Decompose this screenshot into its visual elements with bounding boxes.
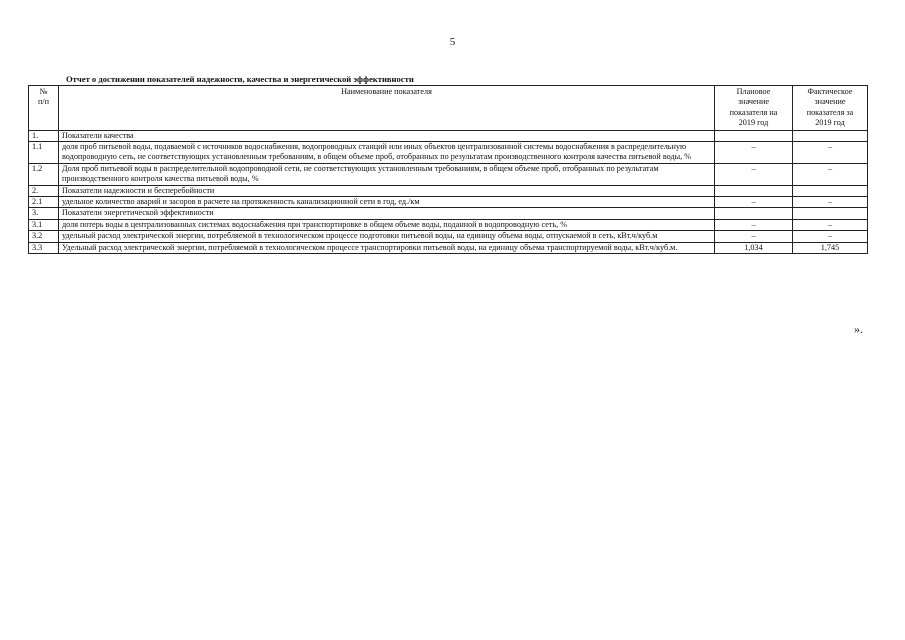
row-num: 2.	[29, 185, 59, 196]
row-num: 3.	[29, 208, 59, 219]
row-num: 3.1	[29, 219, 59, 230]
row-fact: –	[793, 231, 868, 242]
table-row	[29, 185, 868, 196]
table-row	[29, 231, 868, 242]
row-num: 2.1	[29, 197, 59, 208]
table-row	[29, 142, 868, 164]
row-fact	[793, 130, 868, 141]
row-fact: –	[793, 163, 868, 185]
indicators-table	[28, 85, 868, 254]
row-plan: –	[715, 163, 793, 185]
header-fact: Фактическое значение показателя за 2019 год	[793, 86, 868, 131]
header-num: № п/п	[29, 86, 59, 131]
row-plan: –	[715, 231, 793, 242]
row-plan: –	[715, 142, 793, 164]
row-num: 1.	[29, 130, 59, 141]
row-num: 1.1	[29, 142, 59, 164]
row-name: Показатели качества	[59, 130, 715, 141]
row-fact: –	[793, 219, 868, 230]
row-name: Доля проб питьевой воды в распределительной водопроводной сети, не соответствующих установленным требованиям, в общем объеме проб, отобранных по результатам производственного контроля качества питьевой воды, %	[59, 163, 715, 185]
row-plan: 1,034	[715, 242, 793, 253]
report-title: Отчет о достижении показателей надежности, качества и энергетической эффективности	[66, 74, 414, 84]
row-num: 3.3	[29, 242, 59, 253]
row-fact	[793, 208, 868, 219]
row-fact: 1,745	[793, 242, 868, 253]
row-fact: –	[793, 142, 868, 164]
table-row	[29, 163, 868, 185]
row-fact: –	[793, 197, 868, 208]
header-name: Наименование показателя	[59, 86, 715, 131]
row-name: доля потерь воды в централизованных системах водоснабжения при транспортировке в общем объеме воды, поданной в водопроводную сеть, %	[59, 219, 715, 230]
page-number: 5	[449, 36, 456, 48]
row-name: Удельный расход электрической энергии, потребляемой в технологическом процессе транспортировки питьевой воды, на единицу объема транспортируемой воды, кВт.ч/куб.м.	[59, 242, 715, 253]
table-row	[29, 219, 868, 230]
closing-quote-mark: ».	[854, 322, 863, 336]
header-plan: Плановое значение показателя на 2019 год	[715, 86, 793, 131]
row-name: доля проб питьевой воды, подаваемой с источников водоснабжения, водопроводных станций или иных объектов централизованной системы водоснабжения в распределительную водопроводную сеть, не соответствующих установленным требованиям, в общем объеме проб, отобранных по результатам производственного контроля качества питьевой воды, %	[59, 142, 715, 164]
table-row	[29, 242, 868, 253]
row-name: Показатели надежности и бесперебойности	[59, 185, 715, 196]
row-plan	[715, 208, 793, 219]
row-name: Показатели энергетической эффективности	[59, 208, 715, 219]
row-name: удельное количество аварий и засоров в расчете на протяженность канализационной сети в год, ед./км	[59, 197, 715, 208]
table-row	[29, 130, 868, 141]
row-plan: –	[715, 197, 793, 208]
row-num: 3.2	[29, 231, 59, 242]
table-row	[29, 208, 868, 219]
row-fact	[793, 185, 868, 196]
row-name: удельный расход электрической энергии, потребляемой в технологическом процессе подготовки питьевой воды, на единицу объема воды, отпускаемой в сеть, кВт.ч/куб.м	[59, 231, 715, 242]
row-plan: –	[715, 219, 793, 230]
table-row	[29, 197, 868, 208]
row-plan	[715, 185, 793, 196]
table-header-row	[29, 86, 868, 131]
row-plan	[715, 130, 793, 141]
row-num: 1.2	[29, 163, 59, 185]
